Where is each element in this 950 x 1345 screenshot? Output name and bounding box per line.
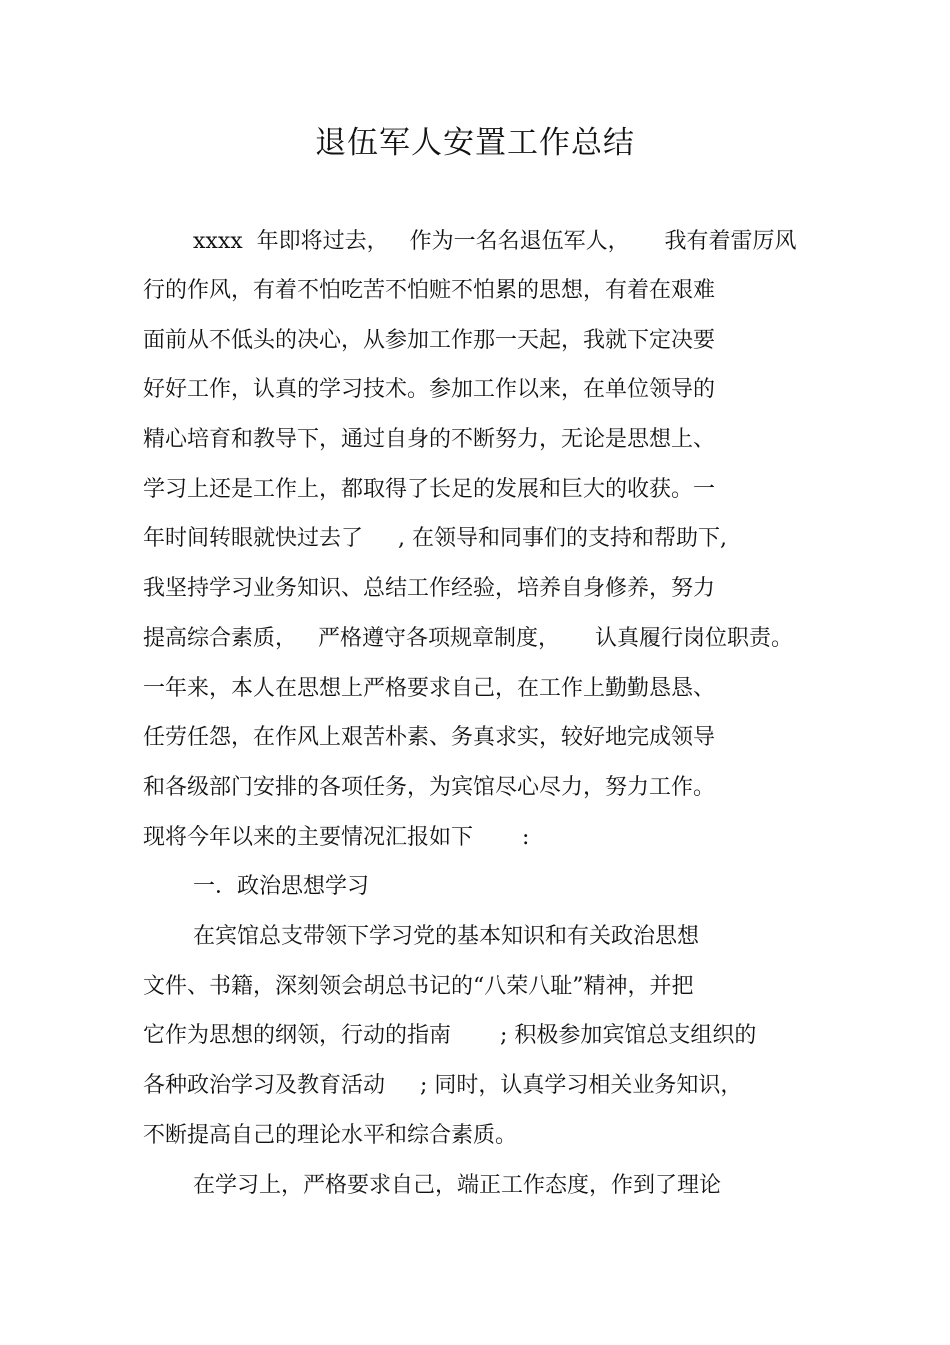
paragraph-line: 我坚持学习业务知识、总结工作经验，培养自身修养，努力: [143, 576, 716, 601]
paragraph-line: 在学习上，严格要求自己，端正工作态度，作到了理论: [193, 1173, 722, 1198]
paragraph-line: 文件、书籍，深刻领会胡总书记的“八荣八耻”精神，并把: [143, 974, 694, 999]
paragraph-line: 不断提高自己的理论水平和综合素质。: [143, 1123, 518, 1148]
paragraph-line: xxxx 年即将过去， 作为一名名退伍军人， 我有着雷厉风: [193, 229, 797, 254]
paragraph-line: 任劳任怨，在作风上艰苦朴素、务真求实，较好地完成领导: [143, 725, 716, 750]
paragraph-line: 提高综合素质， 严格遵守各项规章制度， 认真履行岗位职责。: [143, 626, 793, 651]
paragraph-line: 学习上还是工作上，都取得了长足的发展和巨大的收获。一: [143, 477, 716, 502]
document-title: 退伍军人安置工作总结: [315, 125, 635, 161]
section-heading: 一．政治思想学习: [193, 874, 370, 899]
paragraph-line: 各种政治学习及教育活动 ; 同时，认真学习相关业务知识，: [143, 1073, 743, 1098]
paragraph-line: 在宾馆总支带领下学习党的基本知识和有关政治思想: [193, 924, 700, 949]
paragraph-line: 现将今年以来的主要情况汇报如下 :: [143, 825, 530, 850]
paragraph-line: 精心培育和教导下，通过自身的不断努力，无论是思想上、: [143, 427, 716, 452]
paragraph-line: 一年来，本人在思想上严格要求自己，在工作上勤勤恳恳、: [143, 676, 716, 701]
paragraph-line: 好好工作，认真的学习技术。参加工作以来，在单位领导的: [143, 377, 716, 402]
paragraph-line: 年时间转眼就快过去了 , 在领导和同事们的支持和帮助下,: [143, 526, 727, 551]
paragraph-line: 它作为思想的纲领，行动的指南 ; 积极参加宾馆总支组织的: [143, 1023, 757, 1048]
paragraph-line: 行的作风，有着不怕吃苦不怕赃不怕累的思想，有着在艰难: [143, 278, 716, 303]
paragraph-line: 面前从不低头的决心，从参加工作那一天起，我就下定决要: [143, 328, 716, 353]
paragraph-line: 和各级部门安排的各项任务，为宾馆尽心尽力，努力工作。: [143, 775, 716, 800]
